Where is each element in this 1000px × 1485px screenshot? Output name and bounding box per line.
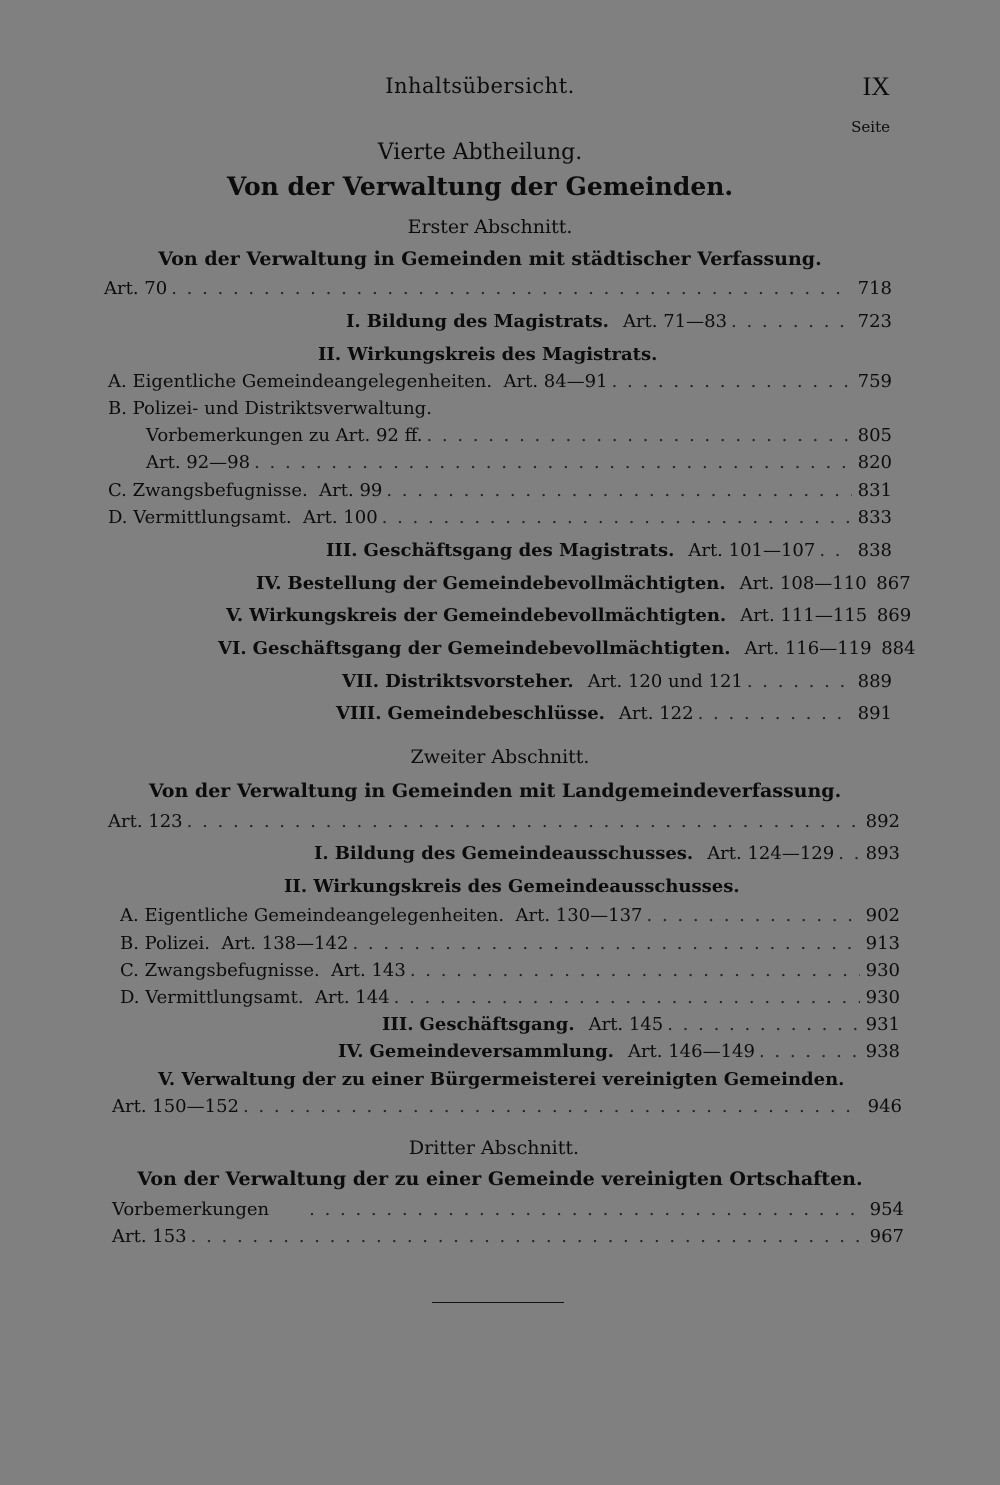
toc-entry [120,905,900,926]
dot-leader [731,311,852,332]
section-title: Wirkungskreis des Gemeindeausschusses. [313,876,740,897]
toc-entry-label: Art. 70 [104,278,168,299]
toc-entry-label: Art. 92—98 [146,452,251,473]
dot-leader [759,1041,860,1062]
toc-section-entry [314,843,900,864]
toc-entry-label: Art. 123 [108,811,183,832]
toc-entry-label: A. Eigentliche Gemeindeangelegenheiten. Art. 130—137 [120,905,643,926]
section-title: Geschäftsgang der Gemeindebevollmächtigten. [252,638,731,659]
section-articles: Art. 111—115 [740,605,868,626]
toc-page-number: 891 [857,703,892,724]
dot-leader [309,1199,864,1220]
section-title: Geschäftsgang. [419,1014,575,1035]
dot-leader [838,843,860,864]
section-number: VIII. [336,703,382,724]
toc-entry [112,1096,902,1117]
section-articles: Art. 101—107 [688,540,816,561]
seite-column-label: Seite [851,118,890,136]
toc-section-entry [336,703,892,724]
section-number: VII. [342,671,380,692]
toc-page-number: 889 [857,671,892,692]
section-articles: Art. 145 [588,1014,664,1035]
toc-section-entry [226,605,912,626]
toc-entry [120,960,900,981]
dot-leader [243,1096,862,1117]
toc-entry [146,452,892,473]
toc-entry [146,425,892,446]
toc-section-entry [346,311,892,332]
abschnitt1-label: Erster Abschnitt. [407,216,573,238]
toc-entry [108,371,892,392]
section-title: Distriktsvorsteher. [385,671,574,692]
toc-section-entry [338,1041,900,1062]
toc-page-number: 838 [857,540,892,561]
abteilung-title: Von der Verwaltung der Gemeinden. [226,172,734,201]
toc-entry [108,811,900,832]
dot-leader [410,960,860,981]
dot-leader [426,425,852,446]
toc-entry [104,278,892,299]
section-articles: Art. 122 [618,703,694,724]
dot-leader [254,452,852,473]
toc-page-number: 831 [857,480,892,501]
dot-leader [386,480,852,501]
toc-page-number: 930 [865,987,900,1008]
toc-entry-label: D. Vermittlungsamt. Art. 100 [108,507,378,528]
toc-section-entry [326,540,892,561]
dot-leader [382,507,852,528]
toc-section-entry [382,1014,900,1035]
toc-entry-label: B. Polizei. Art. 138—142 [120,933,349,954]
toc-entry-label: A. Eigentliche Gemeindeangelegenheiten. Art. 84—91 [108,371,608,392]
toc-entry-label: Vorbemerkungen zu Art. 92 ff. [146,425,423,446]
section-number: II. [284,876,308,897]
abteilung-label: Vierte Abtheilung. [377,140,583,165]
toc-entry [120,933,900,954]
section-articles: Art. 71—83 [622,311,728,332]
toc-page-number: 869 [876,605,912,626]
toc-page-number: 930 [865,960,900,981]
section-articles: Art. 124—129 [707,843,835,864]
toc-page-number: 867 [876,573,911,594]
toc-entry [108,480,892,501]
section-title: Bestellung der Gemeindebevollmächtigten. [287,573,726,594]
toc-entry [112,1226,904,1247]
section-title: Bildung des Gemeindeausschusses. [334,843,694,864]
dot-leader [698,703,852,724]
toc-page-number: 938 [865,1041,900,1062]
toc-page-number: 759 [857,371,892,392]
dot-leader [171,278,852,299]
toc-entry-label: Art. 153 [112,1226,187,1247]
toc-entry-label: Vorbemerkungen [112,1199,270,1220]
section-title: Wirkungskreis der Gemeindebevollmächtigten. [249,605,727,626]
toc-section-entry [218,638,916,659]
toc-entry-label: Art. 150—152 [112,1096,239,1117]
toc-page-number: 718 [857,278,892,299]
dot-leader [352,933,860,954]
dot-leader [747,671,852,692]
section-title: Verwaltung der zu einer Bürgermeisterei vereinigten Gemeinden. [181,1069,845,1090]
section-number: III. [326,540,358,561]
toc-page-number: 913 [865,933,900,954]
section-number: IV. [338,1041,364,1062]
dot-leader [612,371,852,392]
abschnitt3-label: Dritter Abschnitt. [408,1137,580,1159]
section-heading [158,1069,844,1090]
section-title: Geschäftsgang des Magistrats. [363,540,675,561]
toc-page-number: 946 [867,1096,902,1117]
section-number: II. [318,344,342,365]
section-articles: Art. 146—149 [627,1041,755,1062]
toc-page-number: 902 [865,905,900,926]
dot-leader [394,987,860,1008]
section-number: I. [314,843,329,864]
section-number: IV. [256,573,282,594]
toc-entry-label: D. Vermittlungsamt. Art. 144 [120,987,390,1008]
toc-page-number: 723 [857,311,892,332]
dot-leader [819,540,852,561]
section-articles: Art. 108—110 [739,573,867,594]
section-number: I. [346,311,361,332]
abschnitt2-title: Von der Verwaltung in Gemeinden mit Landgemeindeverfassung. [148,780,842,802]
toc-section-entry [342,671,892,692]
dot-leader [191,1226,864,1247]
closing-rule [432,1302,564,1303]
toc-entry-label: C. Zwangsbefugnisse. Art. 143 [120,960,406,981]
toc-entry [120,987,900,1008]
section-articles: Art. 116—119 [744,638,872,659]
page-number: IX [862,72,890,101]
dot-leader [187,811,860,832]
abschnitt1-title: Von der Verwaltung in Gemeinden mit städtischer Verfassung. [158,248,822,270]
abschnitt2-label: Zweiter Abschnitt. [410,746,590,768]
section-title: Gemeindebeschlüsse. [387,703,605,724]
section-number: V. [158,1069,176,1090]
toc-entry [112,1199,904,1220]
section-articles: Art. 120 und 121 [587,671,743,692]
toc-page-number: 892 [865,811,900,832]
toc-page-number: 931 [865,1014,900,1035]
toc-subheading: B. Polizei- und Distriktsverwaltung. [108,398,432,419]
toc-section-entry [256,573,911,594]
section-number: VI. [218,638,247,659]
section-title: Wirkungskreis des Magistrats. [347,344,658,365]
section-title: Bildung des Magistrats. [366,311,609,332]
toc-page-number: 954 [869,1199,904,1220]
toc-page-number: 967 [869,1226,904,1247]
section-heading [284,876,740,897]
section-heading [318,344,657,365]
dot-leader [667,1014,860,1035]
section-number: III. [382,1014,414,1035]
toc-page-number: 805 [857,425,892,446]
abschnitt3-title: Von der Verwaltung der zu einer Gemeinde vereinigten Ortschaften. [137,1168,863,1190]
running-head: Inhaltsübersicht. [385,74,575,98]
toc-page-number: 893 [865,843,900,864]
toc-page-number: 833 [857,507,892,528]
section-title: Gemeindeversammlung. [369,1041,614,1062]
toc-entry [108,507,892,528]
toc-page-number: 884 [881,638,916,659]
toc-page-number: 820 [857,452,892,473]
section-number: V. [226,605,244,626]
toc-entry-label: C. Zwangsbefugnisse. Art. 99 [108,480,383,501]
dot-leader [647,905,861,926]
